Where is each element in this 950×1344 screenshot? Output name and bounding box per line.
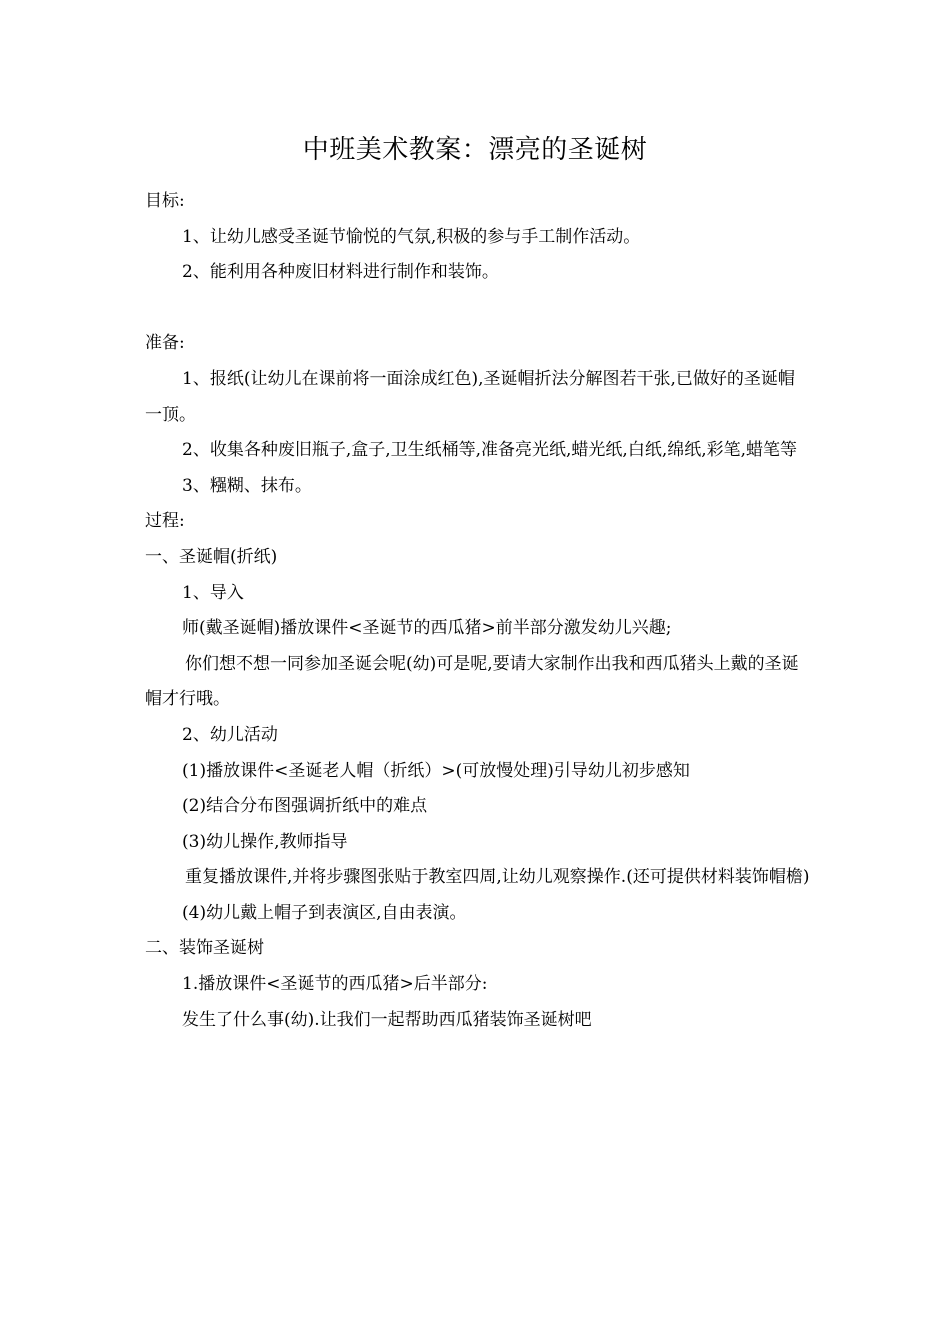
process-part-2-heading: 二、装饰圣诞树 (145, 938, 264, 959)
section-heading-preparation: 准备: (145, 333, 185, 354)
process-paragraph: (3)幼儿操作,教师指导 (182, 831, 348, 852)
process-paragraph: (2)结合分布图强调折纸中的难点 (182, 796, 428, 817)
blank-line (145, 291, 810, 327)
section-heading-process: 过程: (145, 511, 185, 532)
preparation-item-1: 1、报纸(让幼儿在课前将一面涂成红色),圣诞帽折法分解图若干张,已做好的圣诞帽一顶。 (145, 368, 795, 425)
goal-item-1: 1、让幼儿感受圣诞节愉悦的气氛,积极的参与手工制作活动。 (182, 226, 641, 247)
process-paragraph: 你们想不想一同参加圣诞会呢(幼)可是呢,要请大家制作出我和西瓜猪头上戴的圣诞帽才行哦。 (145, 653, 799, 710)
preparation-item-3: 3、糨糊、抹布。 (182, 475, 312, 496)
process-paragraph: 发生了什么事(幼).让我们一起帮助西瓜猪装饰圣诞树吧 (182, 1009, 592, 1030)
section-heading-goals: 目标: (145, 191, 185, 211)
process-step-activity: 2、幼儿活动 (182, 724, 278, 745)
process-paragraph: 重复播放课件,并将步骤图张贴于教室四周,让幼儿观察操作.(还可提供材料装饰帽檐) (185, 867, 810, 888)
process-paragraph: 师(戴圣诞帽)播放课件<圣诞节的西瓜猪>前半部分激发幼儿兴趣; (182, 618, 672, 639)
process-paragraph: 1.播放课件<圣诞节的西瓜猪>后半部分: (182, 974, 488, 995)
process-paragraph: (1)播放课件<圣诞老人帽（折纸）>(可放慢处理)引导幼儿初步感知 (182, 760, 690, 781)
process-step-intro: 1、导入 (182, 582, 244, 603)
preparation-item-2: 2、收集各种废旧瓶子,盒子,卫生纸桶等,准备亮光纸,蜡光纸,白纸,绵纸,彩笔,蜡笔等 (182, 440, 798, 461)
goal-item-2: 2、能利用各种废旧材料进行制作和装饰。 (182, 262, 499, 283)
document-body (145, 184, 810, 1038)
document-title: 中班美术教案：漂亮的圣诞树 (302, 135, 648, 165)
process-part-1-heading: 一、圣诞帽(折纸) (145, 546, 278, 567)
process-paragraph: (4)幼儿戴上帽子到表演区,自由表演。 (182, 902, 467, 923)
